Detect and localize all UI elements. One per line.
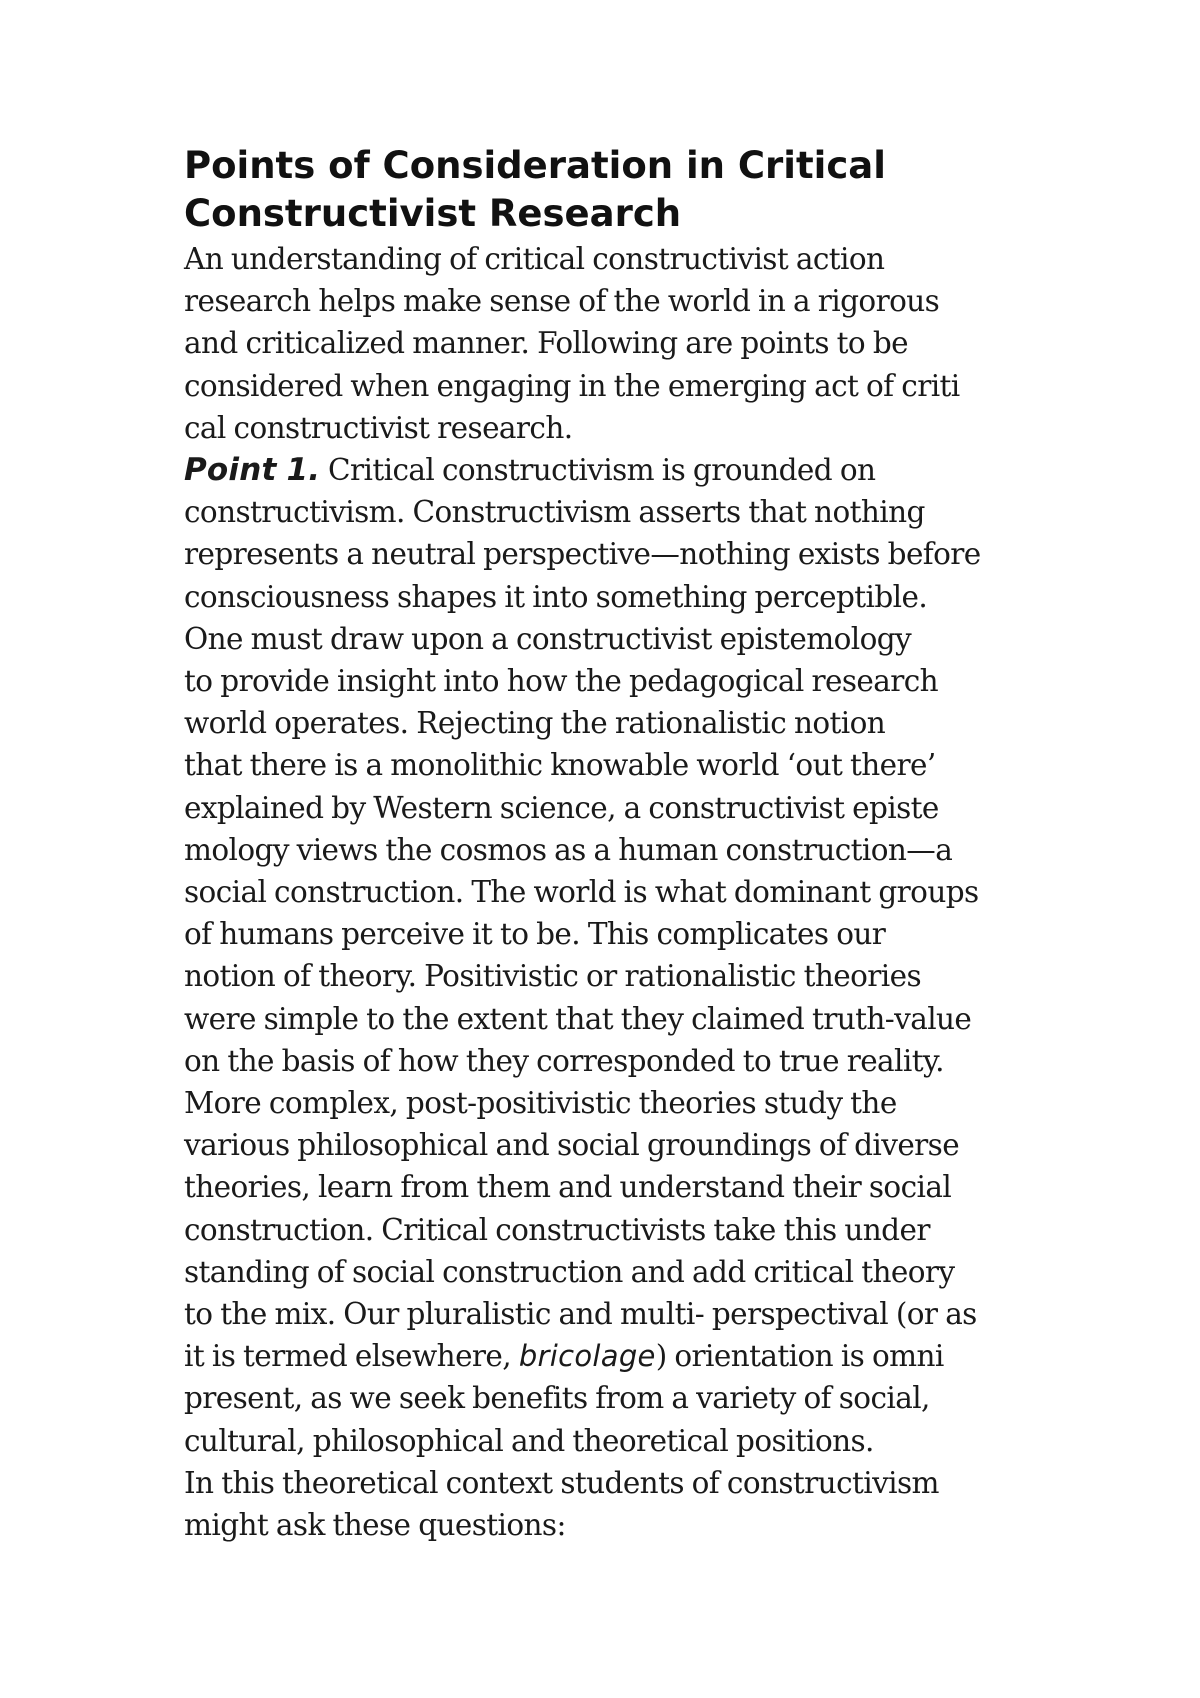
text-line: various philosophical and social groundings of diverse bbox=[184, 1128, 960, 1163]
text-line: constructivism. Constructivism asserts that nothing bbox=[184, 495, 925, 530]
text-line: research helps make sense of the world in a rigorous bbox=[184, 284, 940, 319]
text-line: One must draw upon a constructivist epistemology bbox=[184, 621, 912, 656]
text-line: were simple to the extent that they claimed truth-value bbox=[184, 1001, 972, 1036]
text-line: that there is a monolithic knowable world ‘out there’ bbox=[184, 748, 936, 783]
text-line: standing of social construction and add critical theory bbox=[184, 1254, 955, 1289]
text-line: world operates. Rejecting the rationalistic notion bbox=[184, 706, 886, 741]
text-line: cal constructivist research. bbox=[184, 410, 573, 445]
text-run: ) orientation is omni bbox=[655, 1339, 944, 1374]
text-line: explained by Western science, a constructivist episte bbox=[184, 790, 939, 825]
text-run: Critical constructivism is grounded on bbox=[320, 453, 876, 488]
heading-line: Constructivist Research bbox=[184, 192, 682, 235]
text-line: cultural, philosophical and theoretical positions. bbox=[184, 1423, 874, 1458]
text-line: on the basis of how they corresponded to true reality. bbox=[184, 1043, 944, 1078]
text-line: and criticalized manner. Following are points to be bbox=[184, 326, 908, 361]
text-line: construction. Critical constructivists take this under bbox=[184, 1212, 930, 1247]
text-line: More complex, post-positivistic theories study the bbox=[184, 1086, 897, 1121]
text-line: theories, learn from them and understand their social bbox=[184, 1170, 952, 1205]
text-line: social construction. The world is what dominant groups bbox=[184, 875, 979, 910]
heading-line: Points of Consideration in Critical bbox=[184, 144, 886, 187]
text-line: mology views the cosmos as a human construction—a bbox=[184, 832, 953, 867]
text-line: In this theoretical context students of constructivism bbox=[184, 1465, 939, 1500]
point-1-paragraph bbox=[184, 449, 1084, 1462]
bricolage-term: bricolage bbox=[518, 1339, 656, 1374]
text-line: present, as we seek benefits from a variety of social, bbox=[184, 1381, 930, 1416]
point-1-label: Point 1. bbox=[184, 452, 321, 489]
section-heading bbox=[184, 142, 1084, 238]
text-line: of humans perceive it to be. This complicates our bbox=[184, 917, 886, 952]
text-line: An understanding of critical constructivist action bbox=[184, 242, 885, 276]
text-line: to the mix. Our pluralistic and multi- perspectival (or as bbox=[184, 1297, 977, 1332]
text-line: to provide insight into how the pedagogical research bbox=[184, 664, 939, 699]
text-line bbox=[184, 1335, 1084, 1377]
text-line: considered when engaging in the emerging act of criti bbox=[184, 368, 960, 403]
text-run: it is termed elsewhere, bbox=[184, 1339, 519, 1374]
text-line: might ask these questions: bbox=[184, 1508, 566, 1543]
text-line: consciousness shapes it into something perceptible. bbox=[184, 579, 928, 614]
text-line bbox=[184, 449, 1084, 491]
page-content bbox=[184, 142, 1084, 1546]
text-line: represents a neutral perspective—nothing exists before bbox=[184, 537, 981, 572]
text-line: notion of theory. Positivistic or rationalistic theories bbox=[184, 959, 921, 994]
intro-paragraph bbox=[184, 238, 1084, 449]
outro-paragraph bbox=[184, 1462, 1084, 1546]
